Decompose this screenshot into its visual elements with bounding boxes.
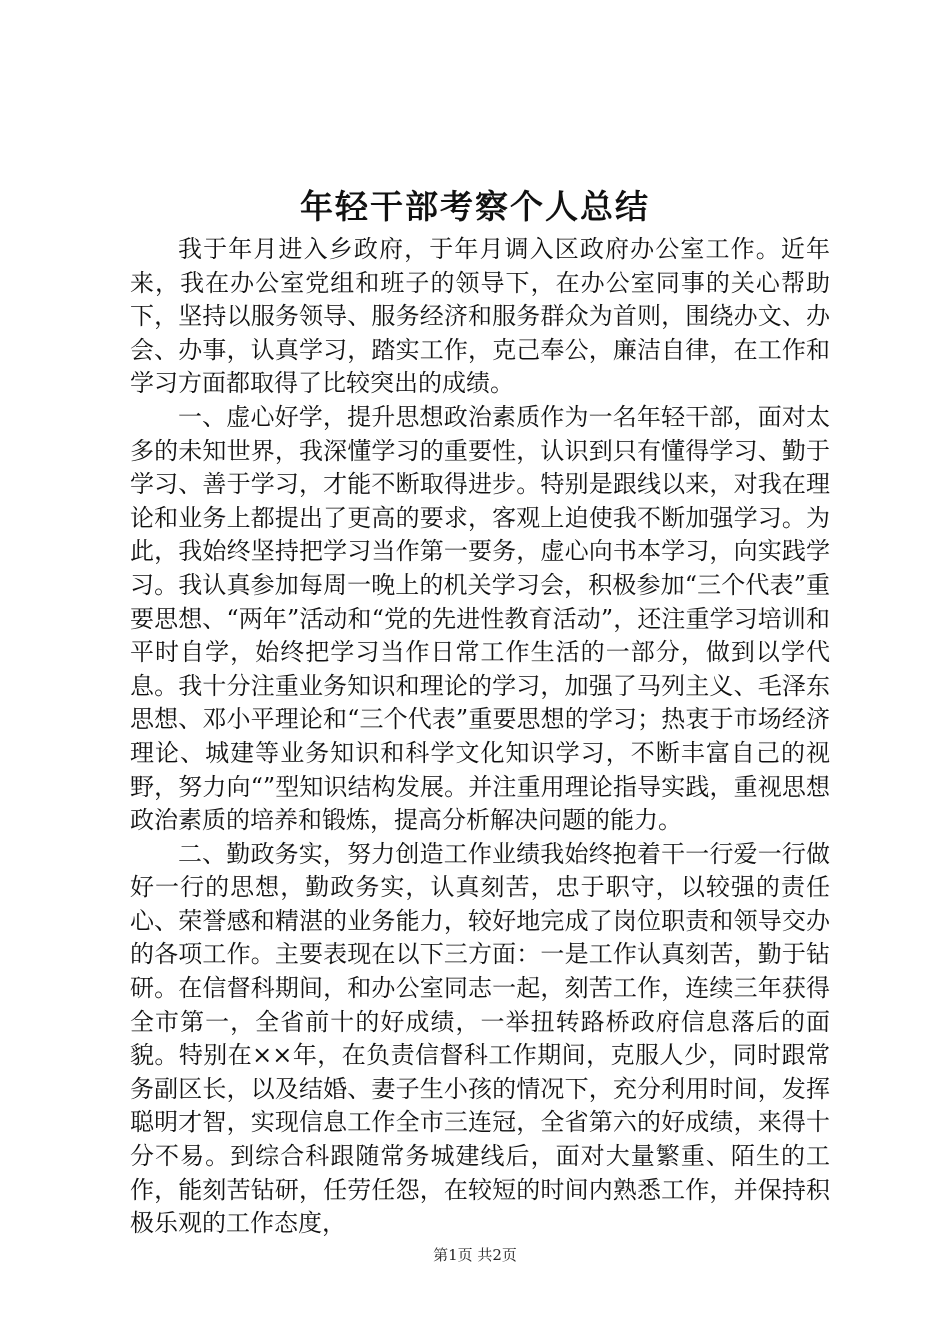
paragraph-section-two: 二、勤政务实，努力创造工作业绩我始终抱着干一行爱一行做好一行的思想，勤政务实，认真刻苦，忠于职守，以较强的责任心、荣誉感和精湛的业务能力，较好地完成了岗位职责和领导交办的各项工作。主要表现在以下三方面：一是工作认真刻苦，勤于钻研。在信督科期间，和办公室同志一起，刻苦工作，连续三年获得全市第一，全省前十的好成绩，一举扭转路桥政府信息落后的面貌。特别在××年，在负责信督科工作期间，克服人少，同时跟常务副区长，以及结婚、妻子生小孩的情况下，充分利用时间，发挥聪明才智，实现信息工作全市三连冠，全省第六的好成绩，来得十分不易。到综合科跟随常务城建线后，面对大量繁重、陌生的工作，能刻苦钻研，任劳任怨，在较短的时间内熟悉工作，并保持积极乐观的工作态度， bbox=[130, 839, 830, 1238]
page-number-footer: 第1页 共2页 bbox=[433, 1246, 517, 1264]
document-title: 年轻干部考察个人总结 bbox=[300, 187, 650, 226]
paragraph-intro: 我于年月进入乡政府，于年月调入区政府办公室工作。近年来，我在办公室党组和班子的领导下，在办公室同事的关心帮助下，坚持以服务领导、服务经济和服务群众为首则，围绕办文、办会、办事，认真学习，踏实工作，克己奉公，廉洁自律，在工作和学习方面都取得了比较突出的成绩。 bbox=[130, 235, 830, 398]
document-body bbox=[130, 233, 830, 1241]
paragraph-section-one: 一、虚心好学，提升思想政治素质作为一名年轻干部，面对太多的未知世界，我深懂学习的重要性，认识到只有懂得学习、勤于学习、善于学习，才能不断取得进步。特别是跟线以来，对我在理论和业务上都提出了更高的要求，客观上迫使我不断加强学习。为此，我始终坚持把学习当作第一要务，虚心向书本学习，向实践学习。我认真参加每周一晚上的机关学习会，积极参加“三个代表”重要思想、“两年”活动和“党的先进性教育活动”，还注重学习培训和平时自学，始终把学习当作日常工作生活的一部分，做到以学代息。我十分注重业务知识和理论的学习，加强了马列主义、毛泽东思想、邓小平理论和“三个代表”重要思想的学习；热衷于市场经济理论、城建等业务知识和科学文化知识学习，不断丰富自己的视野，努力向“”型知识结构发展。并注重用理论指导实践，重视思想政治素质的培养和锻炼，提高分析解决问题的能力。 bbox=[130, 402, 830, 835]
